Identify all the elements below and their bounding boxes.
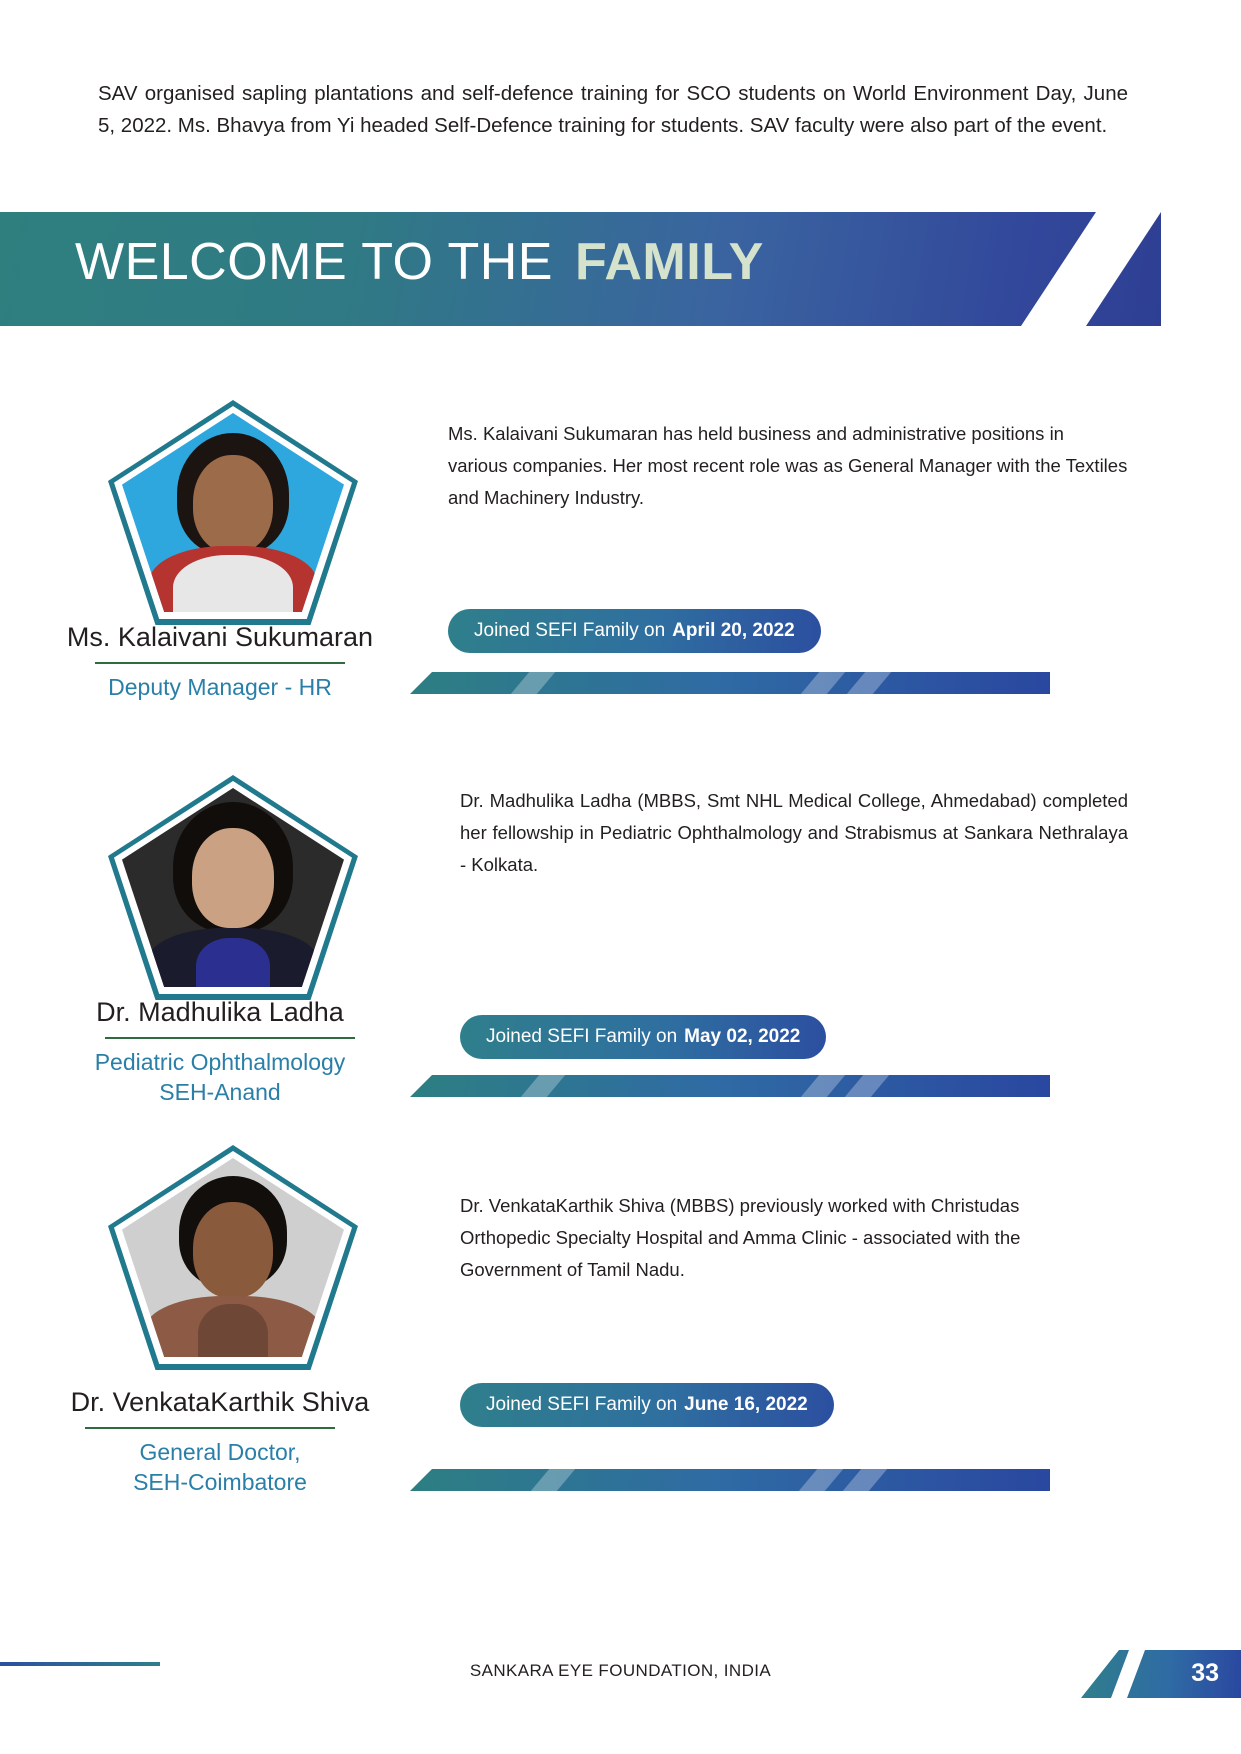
banner-title-main: WELCOME TO THE bbox=[75, 233, 553, 291]
footer-organisation: SANKARA EYE FOUNDATION, INDIA bbox=[469, 1661, 772, 1680]
name-underline bbox=[105, 1037, 355, 1039]
portrait-collar bbox=[196, 938, 270, 987]
welcome-banner bbox=[0, 212, 1161, 326]
portrait-image bbox=[122, 788, 344, 987]
member-name: Dr. VenkataKarthik Shiva bbox=[70, 1387, 370, 1417]
banner-title bbox=[75, 232, 764, 292]
member-name: Ms. Kalaivani Sukumaran bbox=[66, 622, 374, 652]
member-bio: Ms. Kalaivani Sukumaran has held business and administrative positions in various companies. Her most recent role was as General Manager with the Textiles and Machinery Industry. bbox=[448, 423, 1128, 508]
joined-badge bbox=[460, 1015, 826, 1059]
banner-title-accent: FAMILY bbox=[574, 233, 764, 291]
member-bio: Dr. VenkataKarthik Shiva (MBBS) previously worked with Christudas Orthopedic Specialty Hospital and Amma Clinic - associated with the Government of Tamil Nadu. bbox=[460, 1195, 1021, 1280]
member-photo bbox=[108, 1145, 358, 1370]
joined-badge bbox=[460, 1383, 834, 1427]
joined-badge bbox=[448, 609, 821, 653]
portrait-collar bbox=[198, 1304, 268, 1357]
member-role-line1: General Doctor, bbox=[139, 1439, 301, 1465]
page-number: 33 bbox=[1191, 1659, 1219, 1687]
member-photo bbox=[108, 775, 358, 1000]
joined-date: June 16, 2022 bbox=[684, 1394, 808, 1415]
decorative-ribbon bbox=[410, 1075, 1050, 1097]
joined-date: April 20, 2022 bbox=[672, 620, 795, 641]
member-role-line2: SEH-Coimbatore bbox=[133, 1469, 307, 1495]
portrait-image bbox=[122, 413, 344, 612]
portrait-image bbox=[122, 1158, 344, 1357]
joined-prefix-label: Joined SEFI Family on bbox=[486, 1026, 678, 1047]
page-number-badge bbox=[1081, 1650, 1241, 1698]
member-photo bbox=[108, 400, 358, 625]
portrait-face bbox=[193, 1202, 273, 1298]
portrait-face bbox=[192, 828, 274, 928]
ribbon-base bbox=[410, 1469, 1050, 1491]
joined-prefix-label: Joined SEFI Family on bbox=[486, 1394, 678, 1415]
member-role: Deputy Manager - HR bbox=[108, 674, 332, 700]
portrait-face bbox=[193, 455, 273, 553]
name-underline bbox=[95, 662, 345, 664]
member-role-line1: Pediatric Ophthalmology bbox=[94, 1049, 346, 1075]
member-role-line2: SEH-Anand bbox=[159, 1079, 281, 1105]
decorative-ribbon bbox=[410, 672, 1050, 694]
member-name: Dr. Madhulika Ladha bbox=[96, 997, 344, 1027]
ribbon-base bbox=[410, 672, 1050, 694]
member-bio: Dr. Madhulika Ladha (MBBS, Smt NHL Medical College, Ahmedabad) completed her fellowship in Pediatric Ophthalmology and Strabismus at Sankara Nethralaya - Kolkata. bbox=[460, 790, 1128, 875]
decorative-ribbon bbox=[410, 1469, 1050, 1491]
ribbon-base bbox=[410, 1075, 1050, 1097]
joined-date: May 02, 2022 bbox=[684, 1026, 801, 1047]
joined-prefix-label: Joined SEFI Family on bbox=[474, 620, 666, 641]
intro-paragraph: SAV organised sapling plantations and self-defence training for SCO students on World Environment Day, June 5, 2022. Ms. Bhavya from Yi headed Self-Defence training for students. SAV faculty were also part of the event. bbox=[98, 82, 1128, 137]
name-underline bbox=[85, 1427, 335, 1429]
portrait-collar bbox=[173, 555, 293, 612]
